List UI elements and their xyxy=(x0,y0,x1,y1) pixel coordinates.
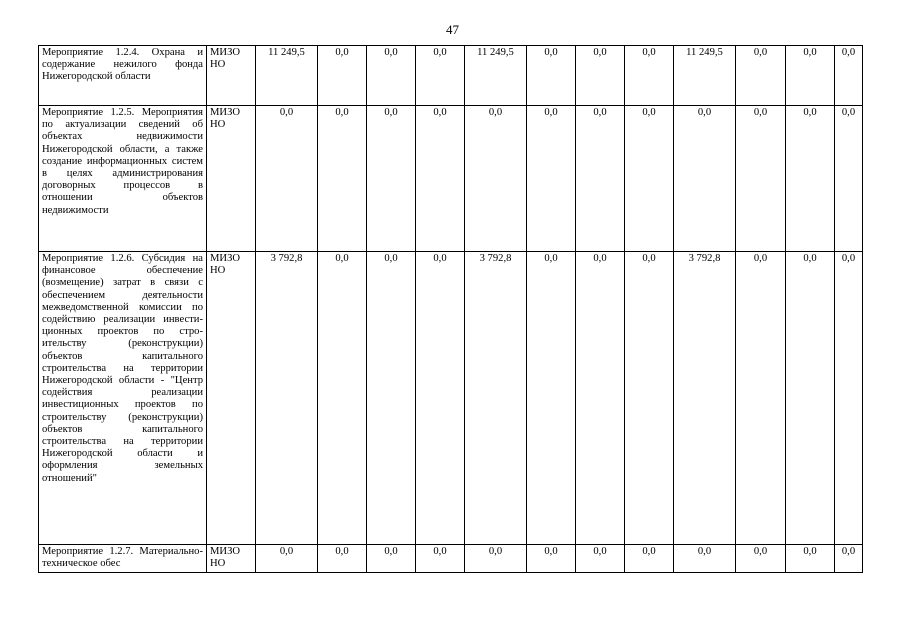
value-cell: 0,0 xyxy=(786,545,835,573)
value-cell: 0,0 xyxy=(527,545,576,573)
value-cell: 0,0 xyxy=(465,106,527,252)
value-cell: 0,0 xyxy=(527,46,576,106)
table-row xyxy=(39,545,863,573)
value-cell: 0,0 xyxy=(625,46,674,106)
budget-table xyxy=(38,45,863,573)
value-cell: 0,0 xyxy=(576,46,625,106)
value-cell: 0,0 xyxy=(736,252,786,545)
value-cell: 0,0 xyxy=(367,106,416,252)
value-cell: 0,0 xyxy=(416,252,465,545)
value-cell: 0,0 xyxy=(674,106,736,252)
value-cell: 0,0 xyxy=(625,106,674,252)
value-cell: 0,0 xyxy=(576,252,625,545)
value-cell: 0,0 xyxy=(318,545,367,573)
value-cell: 0,0 xyxy=(367,545,416,573)
value-cell: 0,0 xyxy=(835,252,863,545)
value-cell: 3 792,8 xyxy=(465,252,527,545)
executor-cell: МИЗО НО xyxy=(207,545,256,573)
value-cell: 0,0 xyxy=(367,46,416,106)
value-cell: 11 249,5 xyxy=(256,46,318,106)
value-cell: 0,0 xyxy=(736,106,786,252)
value-cell: 0,0 xyxy=(576,106,625,252)
value-cell: 0,0 xyxy=(416,545,465,573)
executor-cell: МИЗО НО xyxy=(207,252,256,545)
activity-name: Мероприятие 1.2.4. Охрана и содержание нежилого фонда Нижегородской области xyxy=(39,46,207,106)
value-cell: 0,0 xyxy=(736,46,786,106)
value-cell: 0,0 xyxy=(465,545,527,573)
value-cell: 0,0 xyxy=(786,106,835,252)
value-cell: 0,0 xyxy=(576,545,625,573)
value-cell: 11 249,5 xyxy=(674,46,736,106)
table-row xyxy=(39,46,863,106)
value-cell: 3 792,8 xyxy=(256,252,318,545)
table-row xyxy=(39,106,863,252)
value-cell: 0,0 xyxy=(318,252,367,545)
value-cell: 0,0 xyxy=(416,46,465,106)
table-row xyxy=(39,252,863,545)
value-cell: 0,0 xyxy=(527,252,576,545)
activity-name: Мероприятие 1.2.6. Субсидия на финансовое обеспечение (возмещение) затрат в связи с обеспечением деятельности межведомственной комиссии по содействию реализации инвестиционных проектов по строительству (реконструкции) объектов капитального строительства на территории Нижегородской области - "Центр содействия реализации инвестиционных проектов по строительству (реконструкции) объектов капитального строительства на территории Нижегородской области и оформления земельных отношений" xyxy=(39,252,207,545)
activity-name: Мероприятие 1.2.5. Мероприятия по актуализации сведений об объектах недвижимости Нижегородской области, а также создание информационных систем в целях администрирования договорных процессов в отношении объектов недвижимости xyxy=(39,106,207,252)
value-cell: 11 249,5 xyxy=(465,46,527,106)
executor-cell: МИЗО НО xyxy=(207,106,256,252)
page-number: 47 xyxy=(446,22,459,37)
value-cell: 0,0 xyxy=(318,46,367,106)
value-cell: 3 792,8 xyxy=(674,252,736,545)
value-cell: 0,0 xyxy=(835,545,863,573)
value-cell: 0,0 xyxy=(416,106,465,252)
value-cell: 0,0 xyxy=(318,106,367,252)
executor-cell: МИЗО НО xyxy=(207,46,256,106)
value-cell: 0,0 xyxy=(835,46,863,106)
value-cell: 0,0 xyxy=(256,545,318,573)
value-cell: 0,0 xyxy=(786,252,835,545)
value-cell: 0,0 xyxy=(625,252,674,545)
value-cell: 0,0 xyxy=(736,545,786,573)
value-cell: 0,0 xyxy=(835,106,863,252)
value-cell: 0,0 xyxy=(256,106,318,252)
value-cell: 0,0 xyxy=(367,252,416,545)
value-cell: 0,0 xyxy=(527,106,576,252)
value-cell: 0,0 xyxy=(674,545,736,573)
activity-name: Мероприятие 1.2.7. Материально-техническое обес xyxy=(39,545,207,573)
value-cell: 0,0 xyxy=(625,545,674,573)
value-cell: 0,0 xyxy=(786,46,835,106)
